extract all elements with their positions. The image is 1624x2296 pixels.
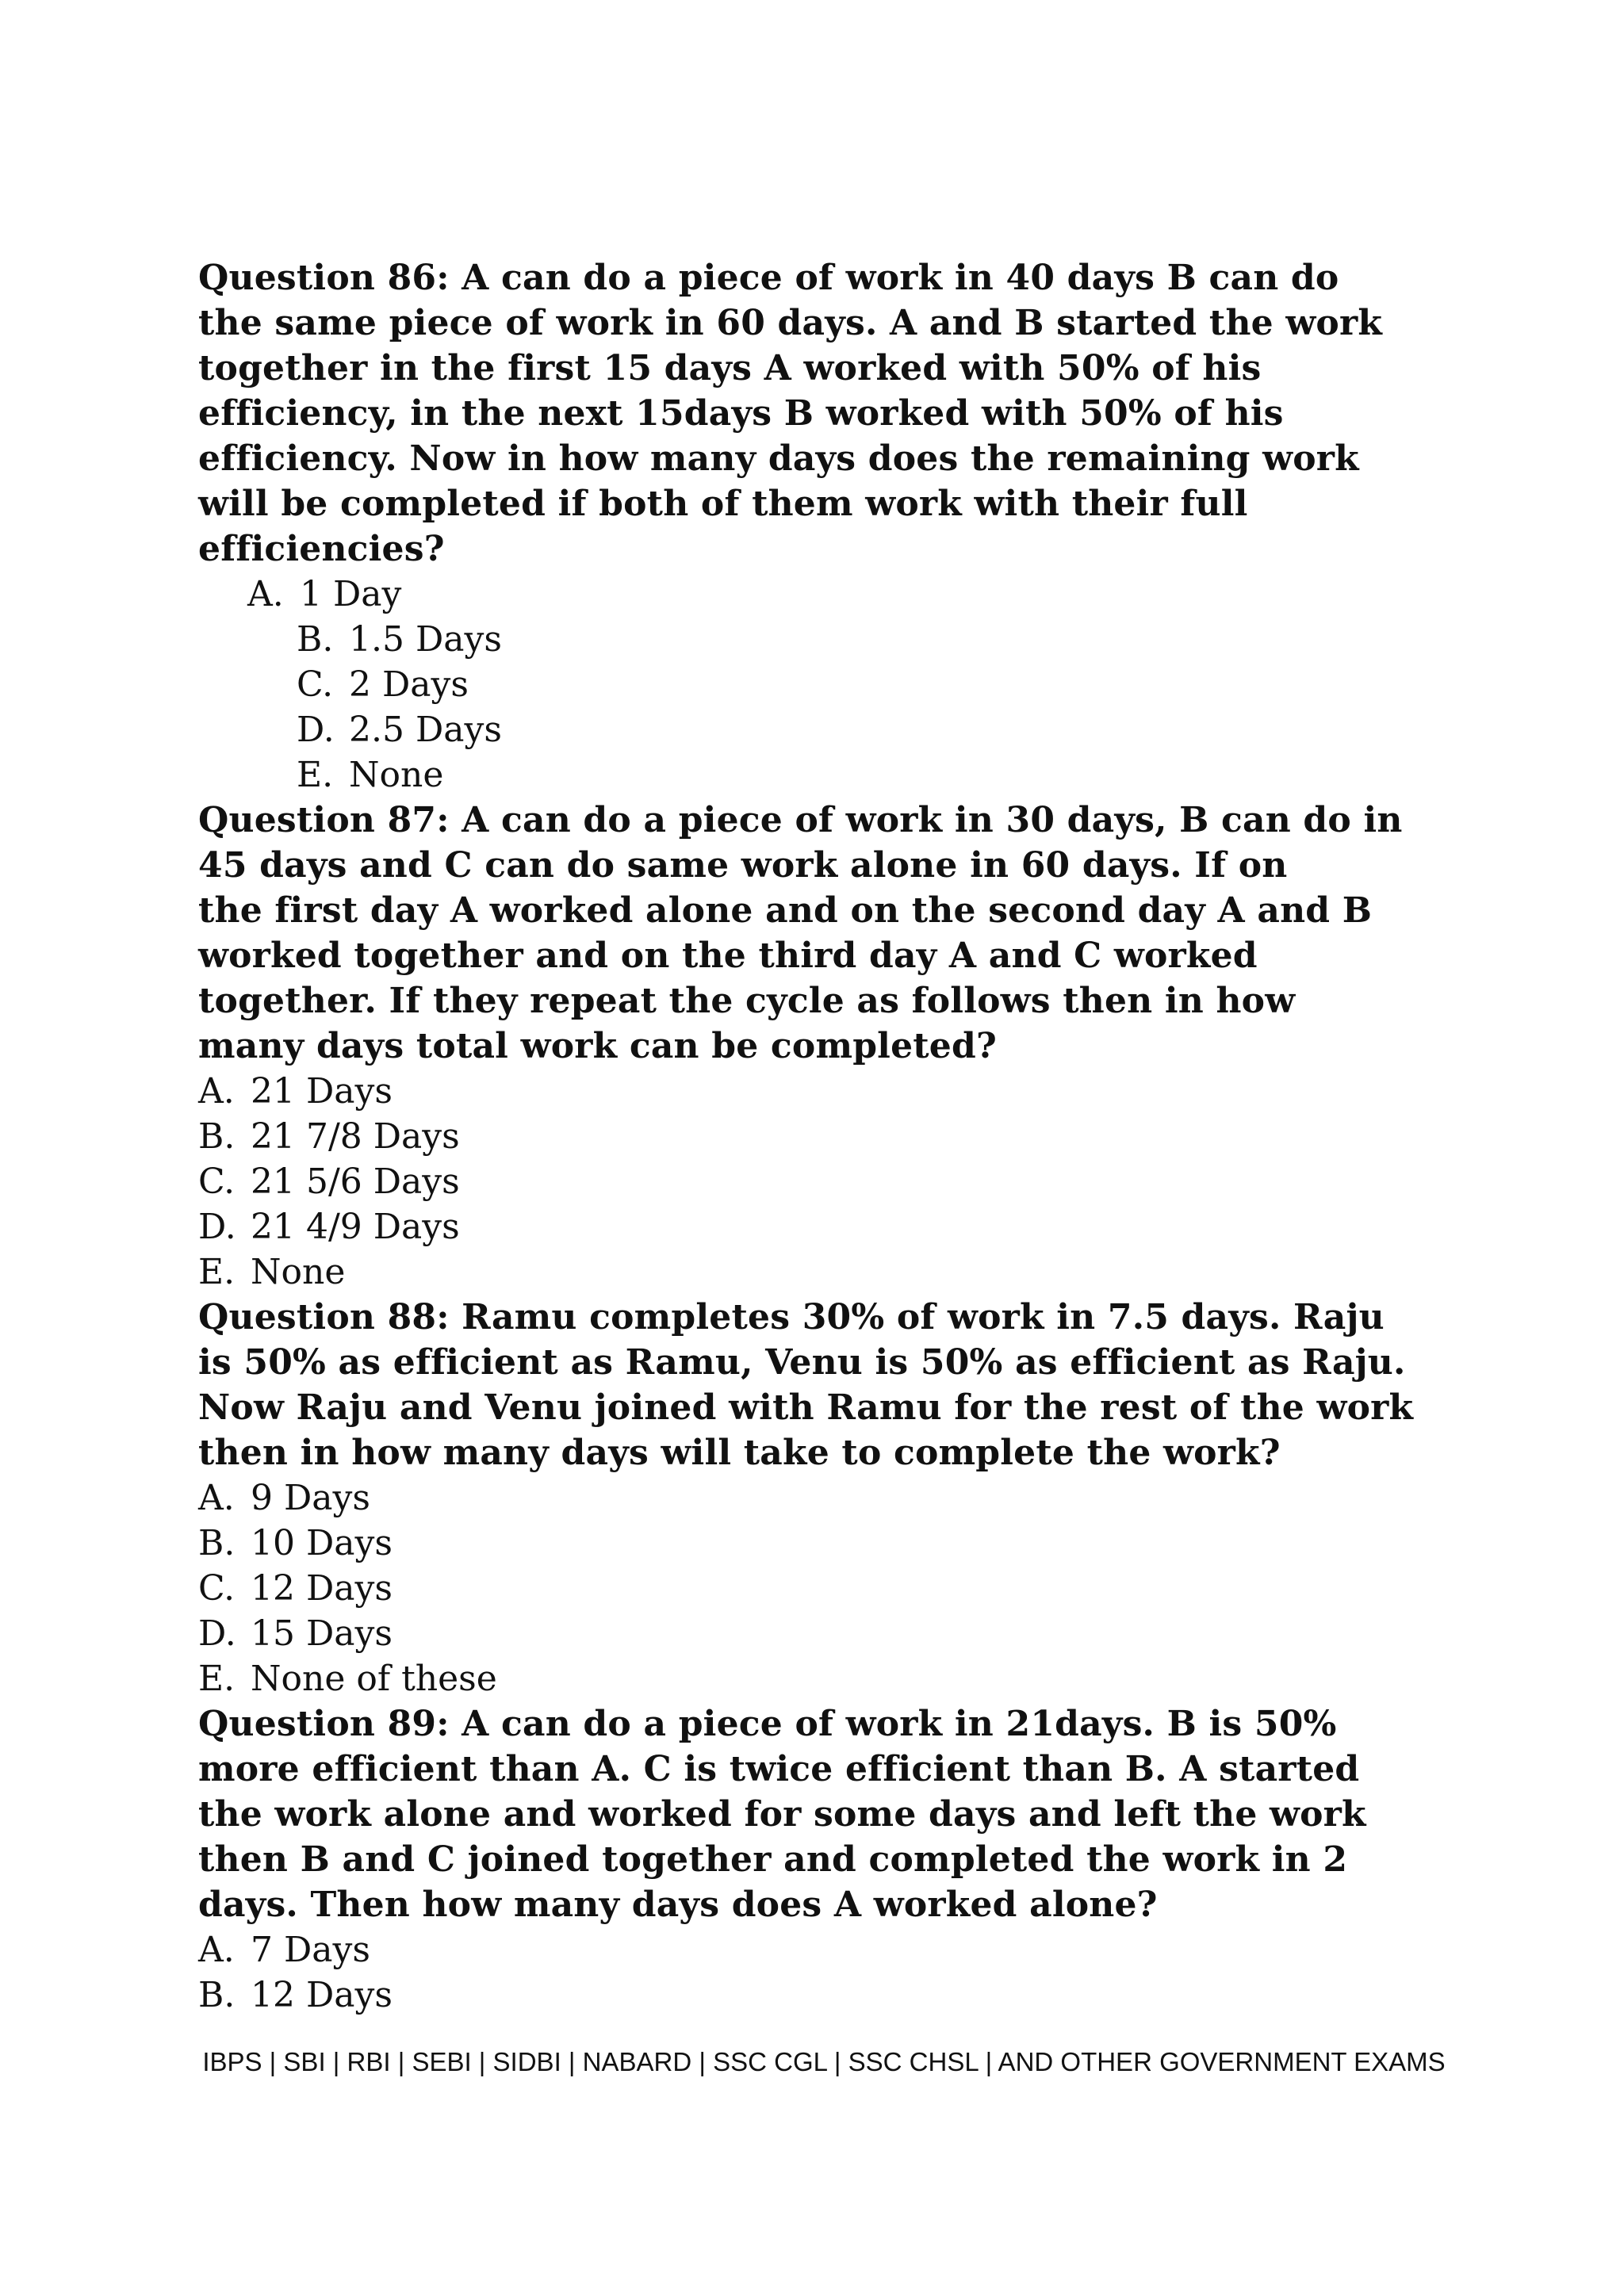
question-line: together. If they repeat the cycle as follows then in how (198, 981, 1296, 1021)
question-line: the work alone and worked for some days and left the work (198, 1794, 1366, 1835)
option-text: 2 Days (349, 664, 469, 705)
option-letter: D. (198, 1207, 236, 1247)
option-d (198, 1204, 1451, 1249)
question-89 (198, 1701, 1451, 2018)
question-88 (198, 1295, 1451, 1701)
question-line: efficiency. Now in how many days does the remaining work (198, 438, 1359, 479)
option-letter: B. (198, 1116, 236, 1157)
option-text: 1.5 Days (349, 619, 502, 660)
option-c (198, 662, 1451, 707)
option-letter: D. (198, 1613, 236, 1654)
option-a (198, 1475, 1451, 1521)
option-b (198, 1114, 1451, 1159)
option-text: 9 Days (251, 1478, 370, 1518)
option-e (198, 1656, 1451, 1701)
question-line: Question 87: A can do a piece of work in 30 days, B can do in (198, 800, 1403, 840)
option-text: 2.5 Days (349, 710, 502, 750)
option-text: 21 7/8 Days (251, 1116, 460, 1157)
option-letter: E. (297, 755, 334, 795)
option-text: 1 Day (300, 574, 402, 614)
question-line: Now Raju and Venu joined with Ramu for the rest of the work (198, 1387, 1414, 1428)
question-89-options (198, 1927, 1451, 2018)
question-line: the first day A worked alone and on the second day A and B (198, 890, 1373, 931)
option-letter: A. (198, 1478, 235, 1518)
question-line: Question 89: A can do a piece of work in 21days. B is 50% (198, 1704, 1337, 1744)
question-87-text (198, 798, 1451, 1069)
option-letter: B. (198, 1975, 236, 2015)
question-line: together in the first 15 days A worked with 50% of his (198, 348, 1262, 388)
question-87 (198, 798, 1451, 1295)
question-86-options (198, 572, 1451, 798)
question-line: efficiency, in the next 15days B worked with 50% of his (198, 393, 1284, 434)
question-line: more efficient than A. C is twice efficient than B. A started (198, 1749, 1360, 1789)
option-letter: B. (297, 619, 334, 660)
option-c (198, 1159, 1451, 1204)
question-line: days. Then how many days does A worked alone? (198, 1885, 1158, 1925)
question-line: is 50% as efficient as Ramu, Venu is 50% as efficient as Raju. (198, 1342, 1406, 1383)
question-line: efficiencies? (198, 529, 445, 569)
question-89-text (198, 1701, 1451, 1927)
question-88-text (198, 1295, 1451, 1475)
option-a (198, 1069, 1451, 1114)
option-letter: C. (297, 664, 334, 705)
question-line: will be completed if both of them work with their full (198, 484, 1248, 524)
option-text: 21 5/6 Days (251, 1161, 460, 1202)
question-line: Question 86: A can do a piece of work in 40 days B can do (198, 258, 1339, 298)
question-line: then in how many days will take to complete the work? (198, 1433, 1281, 1473)
option-d (198, 1611, 1451, 1656)
question-line: Question 88: Ramu completes 30% of work in 7.5 days. Raju (198, 1297, 1385, 1337)
option-text: 21 4/9 Days (251, 1207, 460, 1247)
option-text: 12 Days (251, 1975, 393, 2015)
option-text: 7 Days (251, 1930, 370, 1970)
option-letter: A. (198, 1930, 235, 1970)
option-b (198, 1973, 1451, 2018)
option-e (198, 752, 1451, 798)
question-page (198, 255, 1451, 2018)
option-a (198, 1927, 1451, 1973)
option-b (198, 617, 1451, 662)
option-text: None (349, 755, 444, 795)
option-letter: A. (247, 574, 284, 614)
option-d (198, 707, 1451, 752)
option-letter: C. (198, 1161, 236, 1202)
question-line: then B and C joined together and completed the work in 2 (198, 1839, 1348, 1880)
question-line: 45 days and C can do same work alone in 60 days. If on (198, 845, 1288, 886)
question-86-text (198, 255, 1451, 572)
question-line: many days total work can be completed? (198, 1026, 997, 1066)
page-footer: IBPS | SBI | RBI | SEBI | SIDBI | NABARD | SSC CGL | SSC CHSL | AND OTHER GOVERNMENT EXAMS (202, 2047, 1446, 2076)
option-text: 10 Days (251, 1523, 393, 1563)
option-letter: E. (198, 1659, 236, 1699)
question-86 (198, 255, 1451, 798)
option-text: 12 Days (251, 1568, 393, 1609)
option-letter: C. (198, 1568, 236, 1609)
question-88-options (198, 1475, 1451, 1701)
question-87-options (198, 1069, 1451, 1295)
option-letter: D. (297, 710, 335, 750)
option-letter: A. (198, 1071, 235, 1112)
option-text: None (251, 1252, 346, 1292)
option-letter: E. (198, 1252, 236, 1292)
option-letter: B. (198, 1523, 236, 1563)
question-line: the same piece of work in 60 days. A and B started the work (198, 303, 1383, 343)
question-line: worked together and on the third day A and C worked (198, 936, 1258, 976)
option-c (198, 1566, 1451, 1611)
option-text: None of these (251, 1659, 497, 1699)
option-text: 15 Days (251, 1613, 393, 1654)
option-b (198, 1521, 1451, 1566)
option-e (198, 1249, 1451, 1295)
option-a (198, 572, 1451, 617)
option-text: 21 Days (251, 1071, 393, 1112)
